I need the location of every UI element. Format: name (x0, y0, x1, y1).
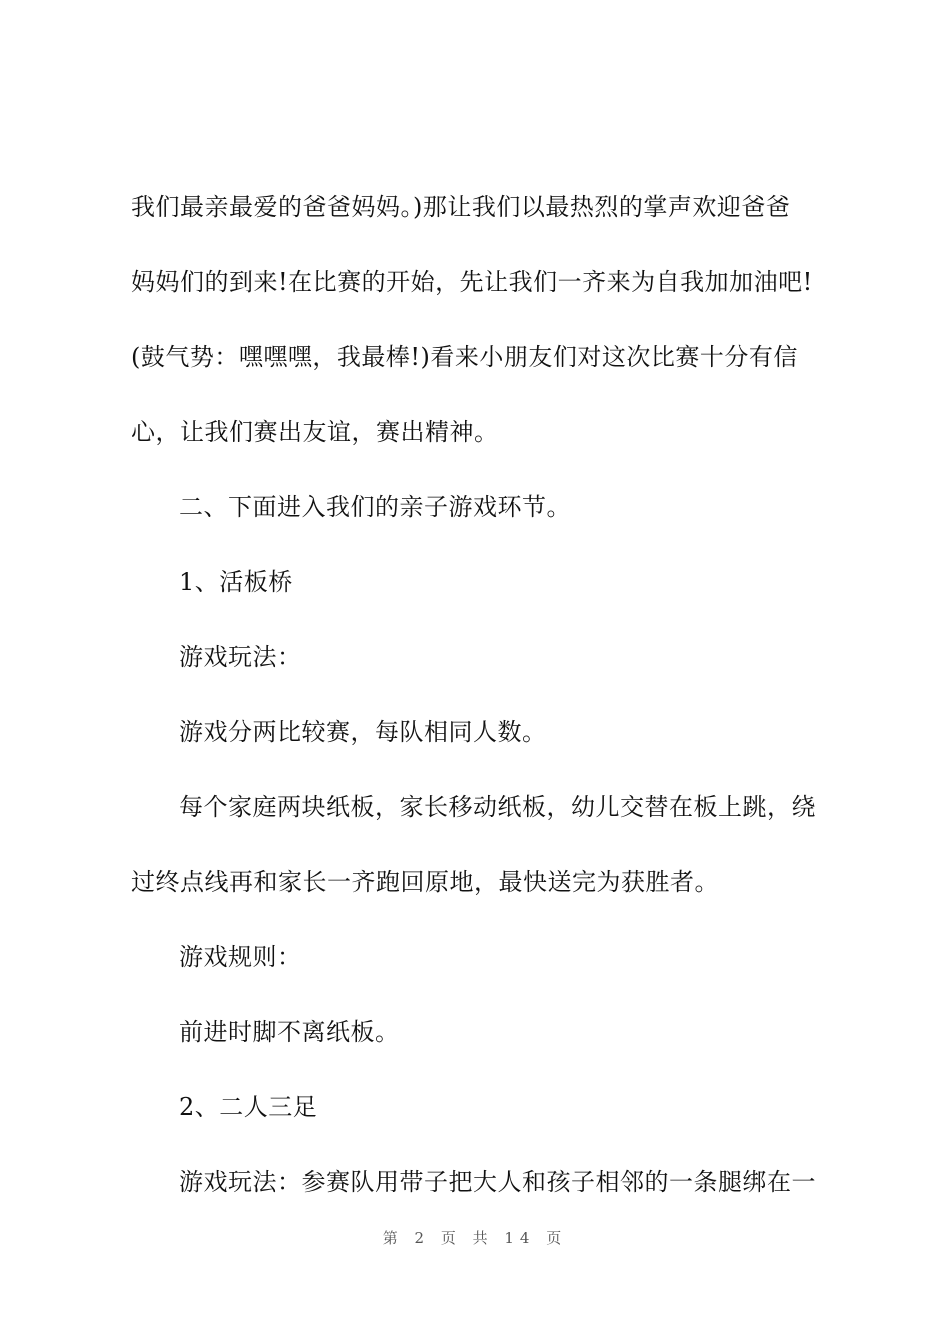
text-line: 前进时脚不离纸板。 (179, 1018, 400, 1046)
text-line: 游戏分两比较赛，每队相同人数。 (179, 718, 547, 746)
game-title: 1、活板桥 (179, 568, 293, 596)
text-line: 心，让我们赛出友谊，赛出精神。 (131, 418, 499, 446)
subheading: 游戏玩法： (179, 643, 302, 671)
text-line: 游戏玩法：参赛队用带子把大人和孩子相邻的一条腿绑在一 (179, 1168, 816, 1196)
section-heading: 二、下面进入我们的亲子游戏环节。 (179, 493, 571, 521)
document-body (131, 170, 843, 1220)
game-title: 2、二人三足 (179, 1093, 318, 1121)
text-line: 每个家庭两块纸板，家长移动纸板，幼儿交替在板上跳，绕 (179, 793, 816, 821)
text-line: 妈妈们的到来!在比赛的开始，先让我们一齐来为自我加加油吧! (131, 268, 813, 296)
text-line: (鼓气势：嘿嘿嘿，我最棒!)看来小朋友们对这次比赛十分有信 (131, 343, 798, 371)
text-line: 过终点线再和家长一齐跑回原地，最快送完为获胜者。 (131, 868, 719, 896)
subheading: 游戏规则： (179, 943, 302, 971)
text-line: 我们最亲最爱的爸爸妈妈。)那让我们以最热烈的掌声欢迎爸爸 (131, 193, 791, 221)
page-number: 第 2 页 共 14 页 (382, 1229, 568, 1247)
